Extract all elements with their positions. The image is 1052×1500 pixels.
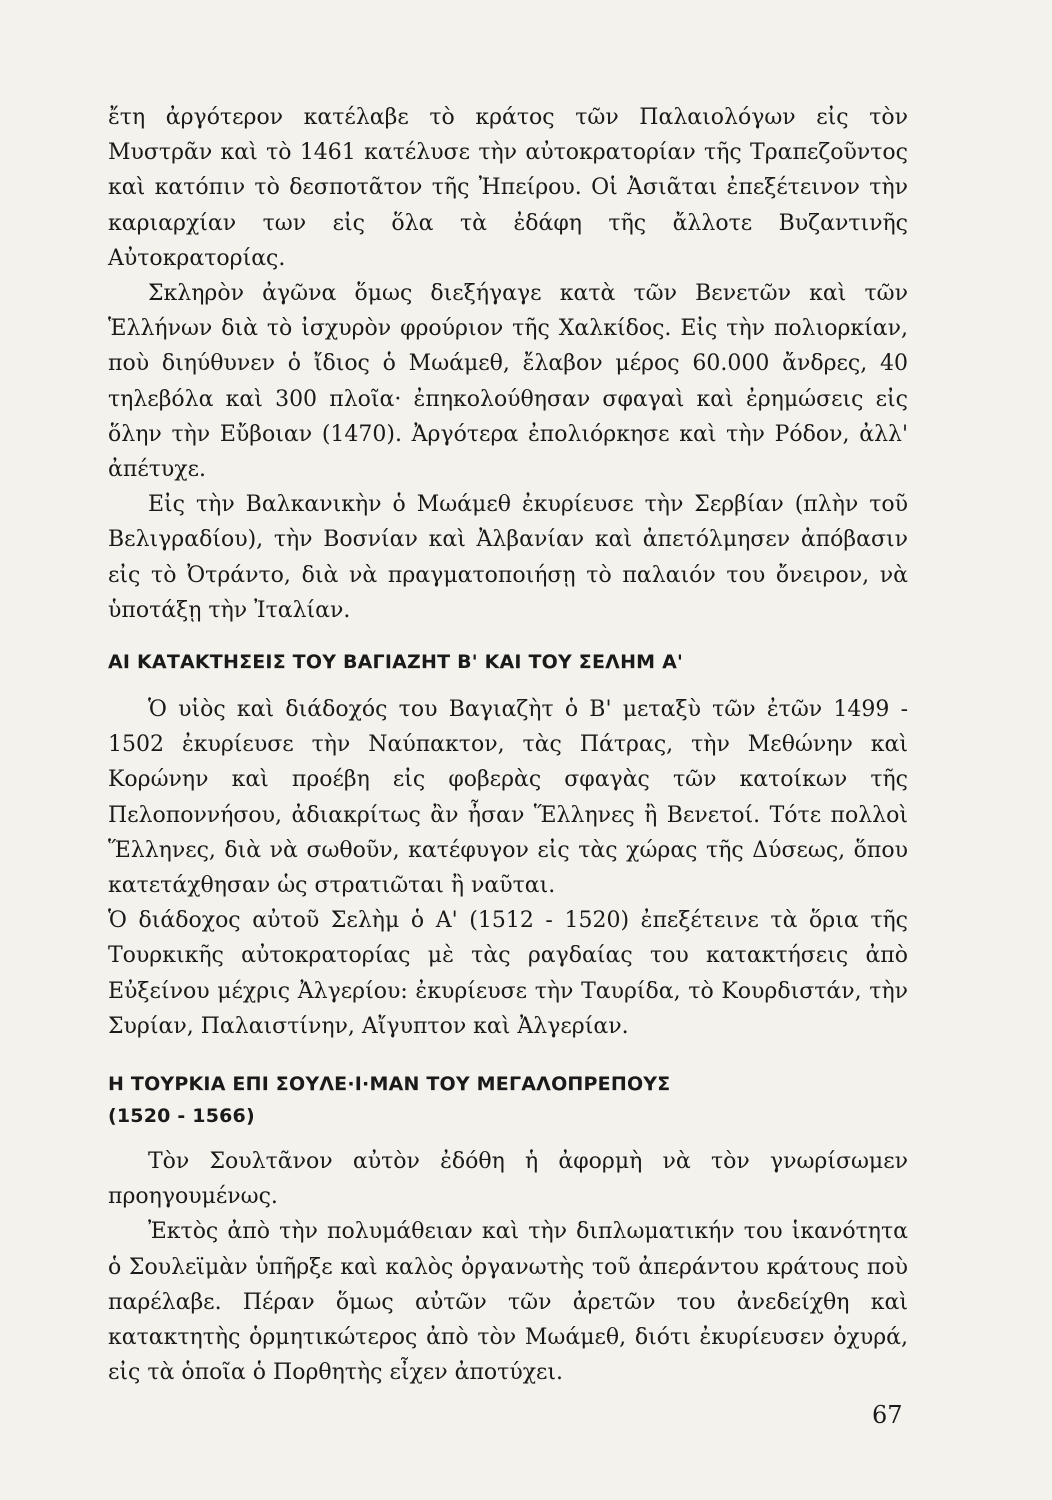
paragraph: Εἰς τὴν Βαλκανικὴν ὁ Μωάμεθ ἐκυρίευσε τὴν Σερβίαν (πλὴν τοῦ Βελιγραδίου), τὴν Βοσνίαν καὶ Ἀλβανίαν καὶ ἀπετόλμησεν ἀπόβασιν εἰς τὸ Ὀτράντο, διὰ νὰ πραγματοποιήσῃ τὸ παλαιόν του ὄνειρον, νὰ ὑποτάξῃ τὴν Ἰταλίαν. — [108, 492, 908, 623]
paragraph: Ἐκτὸς ἀπὸ τὴν πολυμάθειαν καὶ τὴν διπλωματικήν του ἱκανότητα ὁ Σουλεϊμὰν ὑπῆρξε καὶ καλὸς ὀργανωτὴς τοῦ ἀπεράντου κράτους ποὺ παρέλαβε. Πέραν ὅμως αὐτῶν τῶν ἀρετῶν του ἀνεδείχθη καὶ κατακτητὴς ὁρμητικώτερος ἀπὸ τὸν Μωάμεθ, διότι ἐκυρίευσεν ὀχυρά, εἰς τὰ ὁποῖα ὁ Πορθητὴς εἶχεν ἀποτύχει. — [108, 1219, 908, 1386]
paragraph: Σκληρὸν ἀγῶνα ὅμως διεξήγαγε κατὰ τῶν Βενετῶν καὶ τῶν Ἑλλήνων διὰ τὸ ἰσχυρὸν φρούριον τῆς Χαλκίδος. Εἰς τὴν πολιορκίαν, ποὺ διηύθυνεν ὁ ἴδιος ὁ Μωάμεθ, ἔλαβον μέρος 60.000 ἄνδρες, 40 τηλεβόλα καὶ 300 πλοῖα· ἐπηκολούθησαν σφαγαὶ καὶ ἐρημώσεις εἰς ὅλην τὴν Εὔβοιαν (1470). Ἀργότερα ἐπολιόρκησε καὶ τὴν Ρόδον, ἀλλ' ἀπέτυχε. — [108, 281, 908, 483]
section-heading: ΑΙ ΚΑΤΑΚΤΗΣΕΙΣ ΤΟΥ ΒΑΓΙΑΖΗΤ Β' ΚΑΙ ΤΟΥ ΣΕΛΗΜ Α' — [108, 651, 684, 674]
paragraph: Ὁ διάδοχος αὐτοῦ Σελὴμ ὁ Α' (1512 - 1520) ἐπεξέτεινε τὰ ὅρια τῆς Τουρκικῆς αὐτοκρατορίας μὲ τὰς ραγδαίας του κατακτήσεις ἀπὸ Εὐξείνου μέχρις Ἀλγερίου: ἐκυρίευσε τὴν Ταυρίδα, τὸ Κουρδιστάν, τὴν Συρίαν, Παλαιστίνην, Αἴγυπτον καὶ Ἀλγερίαν. — [108, 908, 908, 1039]
paragraph: ἔτη ἀργότερον κατέλαβε τὸ κράτος τῶν Παλαιολόγων εἰς τὸν Μυστρᾶν καὶ τὸ 1461 κατέλυσε τὴν αὐτοκρατορίαν τῆς Τραπεζοῦντος καὶ κατόπιν τὸ δεσποτᾶτον τῆς Ἠπείρου. Οἱ Ἀσιᾶται ἐπεξέτεινον τὴν καριαρχίαν των εἰς ὅλα τὰ ἐδάφη τῆς ἄλλοτε Βυζαντινῆς Αὐτοκρατορίας. — [108, 105, 908, 271]
section-subheading-dates: (1520 - 1566) — [108, 1105, 255, 1128]
section-heading: Η ΤΟΥΡΚΙΑ ΕΠΙ ΣΟΥΛΕ·Ι·ΜΑΝ ΤΟΥ ΜΕΓΑΛΟΠΡΕΠΟΥΣ — [108, 1073, 671, 1096]
page-body — [108, 100, 908, 1391]
paragraph: Τὸν Σουλτᾶνον αὐτὸν ἐδόθη ἡ ἀφορμὴ νὰ τὸν γνωρίσωμεν προηγουμένως. — [108, 1149, 908, 1210]
paragraph: Ὁ υἱὸς καὶ διάδοχός του Βαγιαζὴτ ὁ Β' μεταξὺ τῶν ἐτῶν 1499 - 1502 ἐκυρίευσε τὴν Ναύπακτον, τὰς Πάτρας, τὴν Μεθώνην καὶ Κορώνην καὶ προέβη εἰς φοβερὰς σφαγὰς τῶν κατοίκων τῆς Πελοποννήσου, ἀδιακρίτως ἂν ἦσαν Ἕλληνες ἢ Βενετοί. Τότε πολλοὶ Ἕλληνες, διὰ νὰ σωθοῦν, κατέφυγον εἰς τὰς χώρας τῆς Δύσεως, ὅπου κατετάχθησαν ὡς στρατιῶται ἢ ναῦται. — [108, 697, 908, 899]
page-number: 67 — [872, 1401, 903, 1429]
